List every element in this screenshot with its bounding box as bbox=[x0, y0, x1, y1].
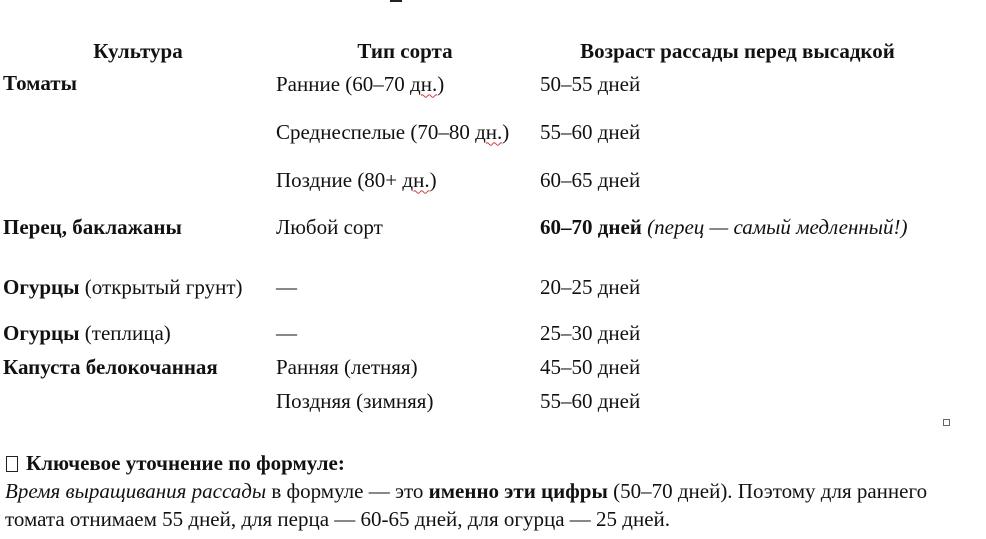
crop-cell bbox=[3, 197, 273, 257]
variety-cell bbox=[273, 197, 537, 257]
variety-cell: — bbox=[276, 274, 297, 299]
variety-cell bbox=[273, 101, 537, 163]
table-resize-handle[interactable] bbox=[943, 419, 950, 426]
variety-cell: Ранняя (летняя) bbox=[276, 354, 418, 379]
header-variety-type: Тип сорта bbox=[357, 39, 453, 63]
table-row bbox=[3, 101, 938, 163]
header-seedling-age: Возраст рассады перед высадкой bbox=[580, 39, 895, 63]
crop-cell bbox=[3, 101, 273, 163]
table-row bbox=[3, 317, 938, 350]
variety-cell: Поздняя (зимняя) bbox=[276, 388, 434, 413]
variety-cell: — bbox=[276, 321, 297, 345]
age-cell: 55–60 дней bbox=[540, 119, 641, 144]
crop-cell bbox=[3, 257, 273, 317]
table-header-row bbox=[3, 36, 938, 67]
age-cell: 55–60 дней bbox=[540, 388, 641, 413]
variety-text: Любой сорт bbox=[276, 214, 383, 239]
note-italic-phrase: Время выращивания рассады bbox=[5, 479, 267, 503]
age-comment: (перец — самый медленный!) bbox=[641, 214, 908, 239]
variety-cell bbox=[273, 163, 537, 197]
table-row bbox=[3, 163, 938, 197]
age-cell: 25–30 дней bbox=[540, 321, 641, 345]
crop-cell bbox=[3, 67, 273, 101]
variety-text: Поздние (80+ bbox=[276, 167, 403, 192]
crop-name: Томаты bbox=[3, 71, 77, 95]
seedling-age-table bbox=[3, 36, 938, 418]
age-cell: 20–25 дней bbox=[540, 274, 641, 299]
note-text: (50–70 дней). Поэтому для раннего томата отнимаем 55 дней, для перца — 60-65 дней, для огурца — 25 дней. bbox=[5, 479, 928, 531]
crop-qualifier: (теплица) bbox=[79, 321, 171, 345]
crop-name: Огурцы bbox=[3, 321, 80, 345]
key-clarification-note bbox=[5, 450, 980, 533]
crop-name: Перец, баклажаны bbox=[3, 214, 182, 239]
variety-text: Ранние (60–70 bbox=[276, 71, 411, 96]
variety-text-tail: ) bbox=[429, 167, 437, 192]
note-text: в формуле — это bbox=[266, 479, 429, 503]
table-row bbox=[3, 350, 938, 384]
crop-qualifier: (открытый грунт) bbox=[79, 274, 243, 299]
table-row bbox=[3, 257, 938, 317]
variety-cell bbox=[273, 67, 537, 101]
missing-glyph-box-icon bbox=[6, 456, 18, 472]
crop-cell bbox=[3, 163, 273, 197]
spell-flagged-word: дн. bbox=[475, 119, 503, 144]
crop-name: Капуста белокочанная bbox=[3, 354, 218, 379]
note-bold-phrase: именно эти цифры bbox=[428, 479, 608, 503]
age-value: 60–70 дней bbox=[540, 214, 642, 239]
table-row bbox=[3, 197, 938, 257]
variety-text-tail: ) bbox=[502, 119, 510, 144]
note-heading bbox=[5, 450, 980, 476]
note-heading-text: Ключевое уточнение по формуле: bbox=[26, 451, 345, 475]
clipped-glyph bbox=[390, 0, 402, 2]
age-cell: 50–55 дней bbox=[540, 71, 641, 96]
crop-name: Огурцы bbox=[3, 274, 80, 299]
age-cell: 45–50 дней bbox=[540, 354, 641, 379]
crop-cell bbox=[3, 350, 273, 384]
header-crop: Культура bbox=[93, 39, 183, 63]
table-row bbox=[3, 67, 938, 101]
crop-cell bbox=[3, 317, 273, 350]
age-cell bbox=[537, 197, 938, 257]
variety-text-tail: ) bbox=[437, 71, 445, 96]
spell-flagged-word: дн. bbox=[402, 167, 430, 192]
note-body bbox=[5, 477, 980, 533]
table-row bbox=[3, 384, 938, 418]
variety-text: Среднеспелые (70–80 bbox=[276, 119, 476, 144]
spell-flagged-word: дн. bbox=[410, 71, 438, 96]
age-cell: 60–65 дней bbox=[540, 167, 641, 192]
clipped-previous-line bbox=[0, 0, 986, 2]
crop-cell bbox=[3, 384, 273, 418]
